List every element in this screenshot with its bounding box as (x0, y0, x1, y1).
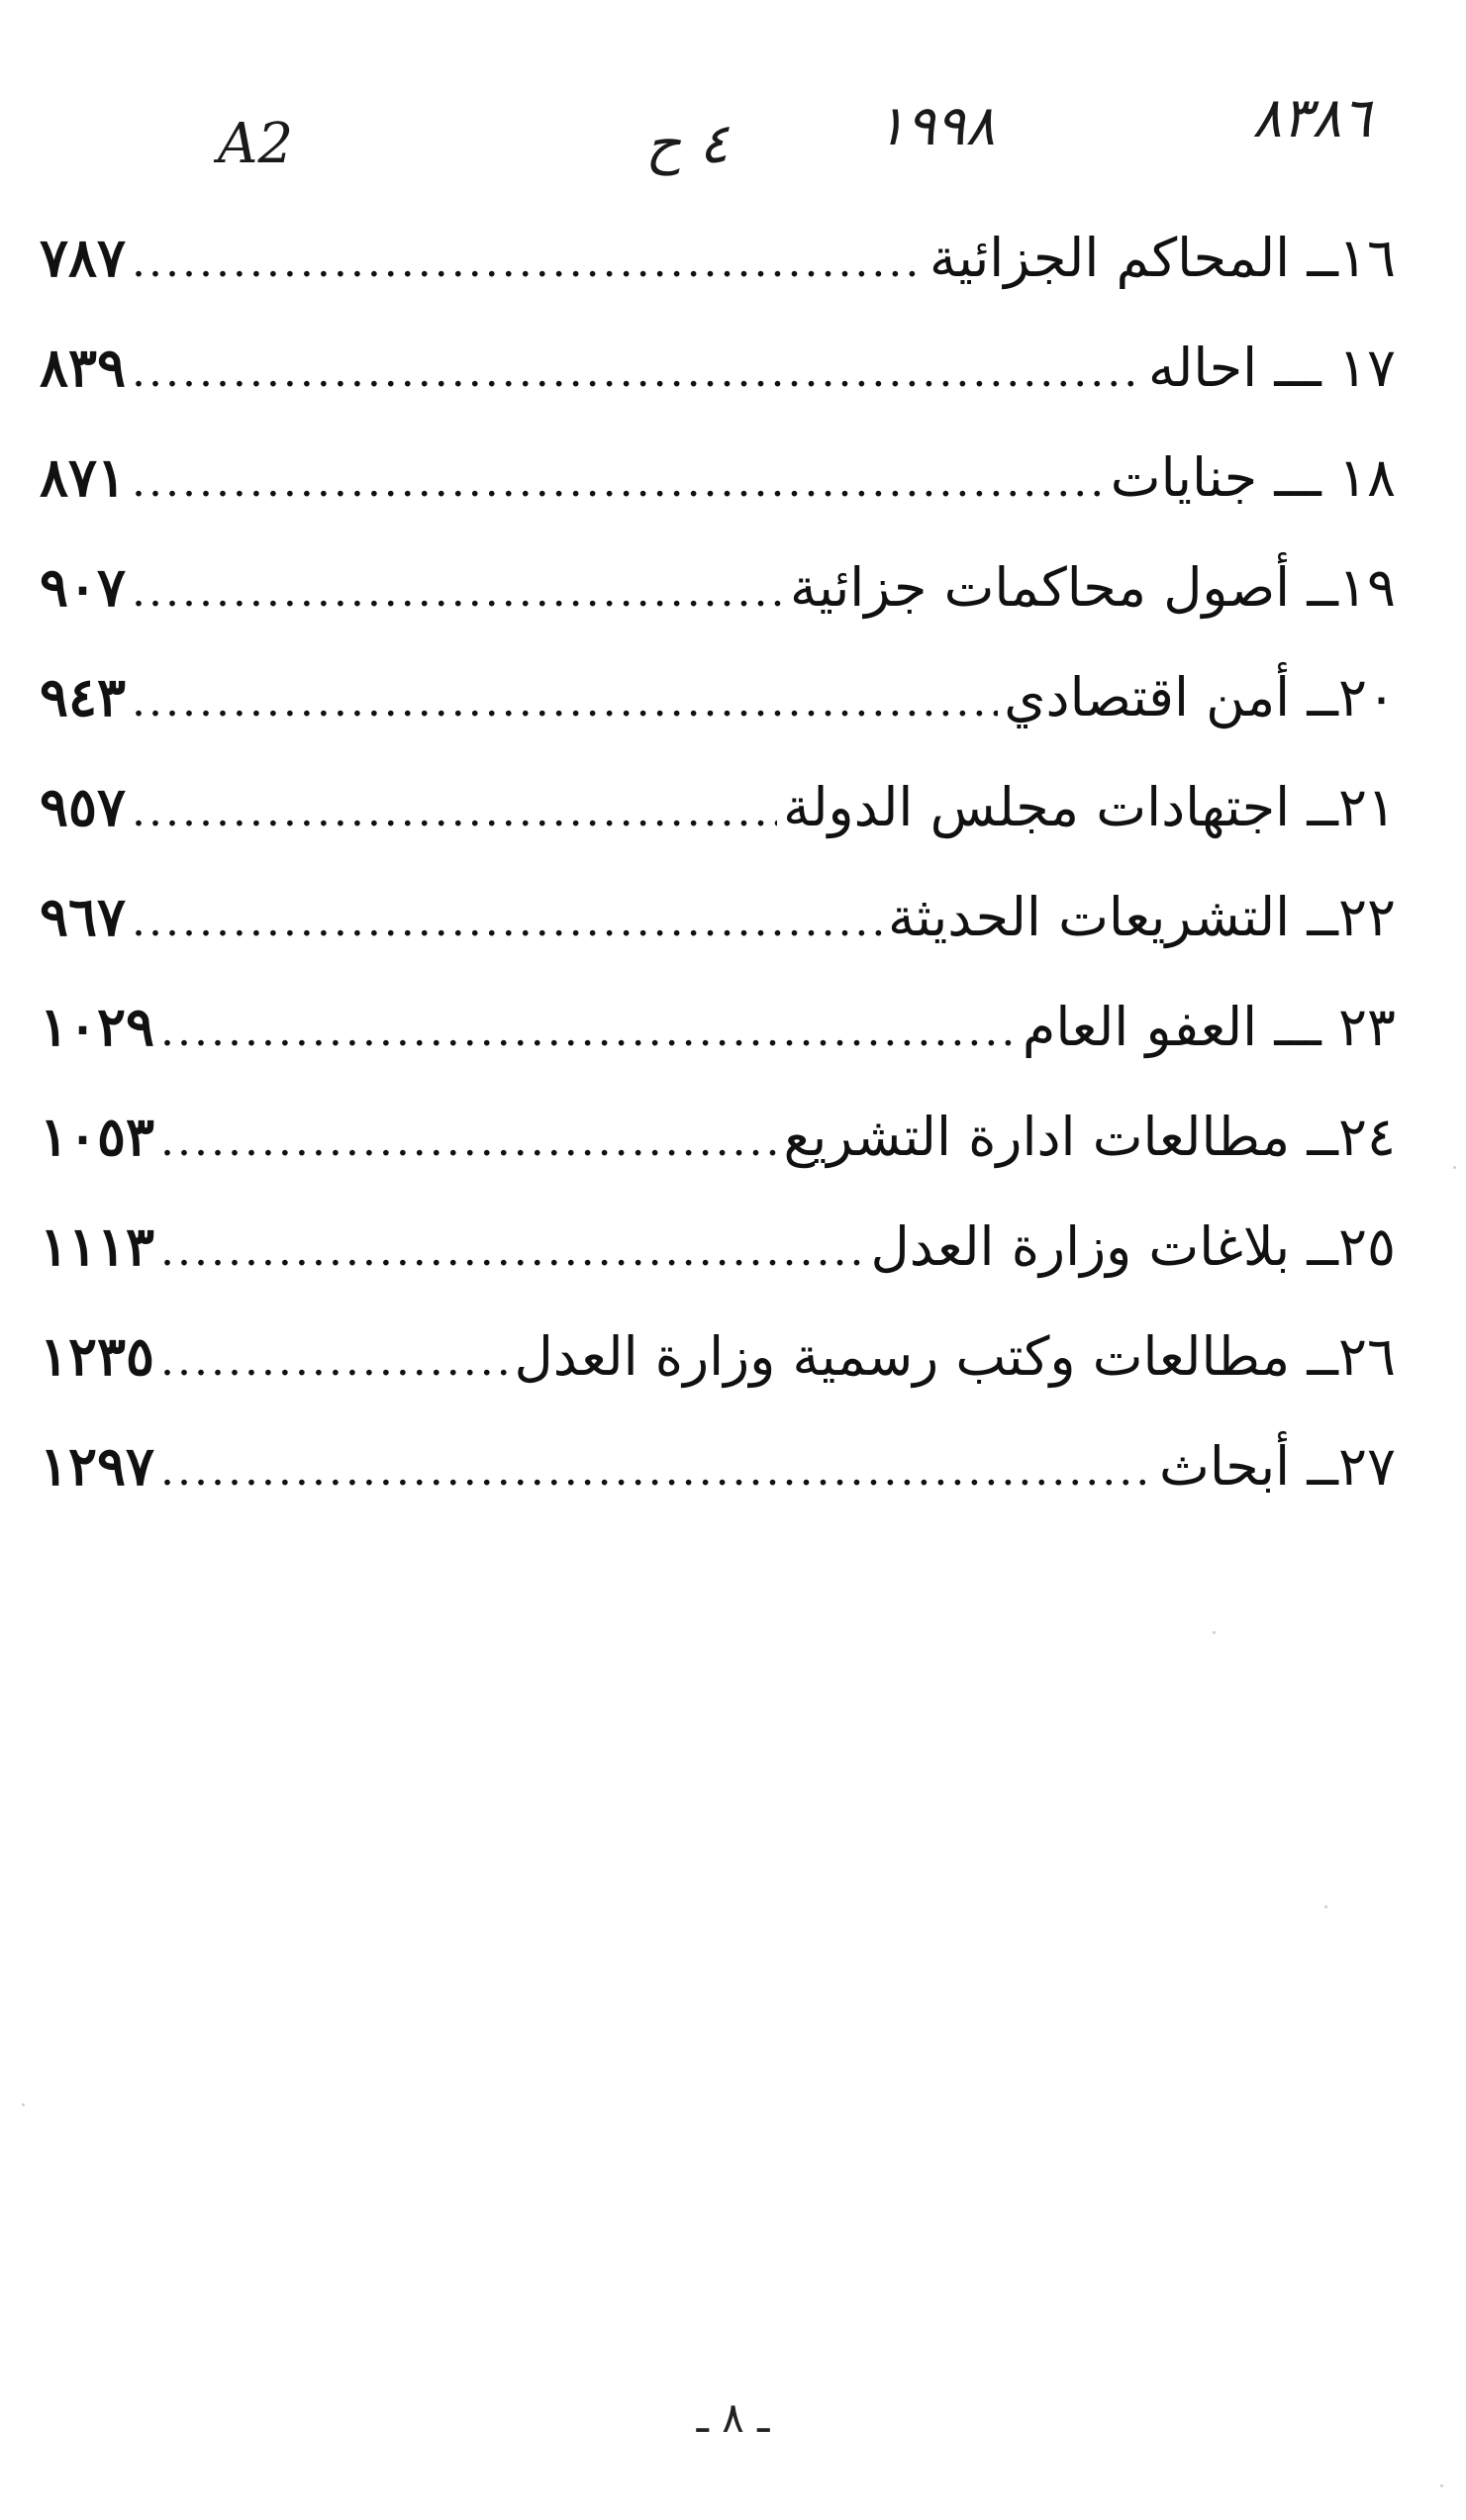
toc-entry-title: ٢٠ــ أمن اقتصادي (1004, 666, 1396, 728)
toc-entry-title: ٢٤ــ مطالعات ادارة التشريع (783, 1106, 1396, 1168)
dot-leader (160, 1415, 1153, 1521)
table-of-contents (40, 203, 1396, 1521)
toc-entry (40, 203, 1396, 313)
handwritten-annotation: ٤ ح (645, 112, 730, 176)
toc-entry-page: ١١١٣ (40, 1214, 155, 1278)
toc-entry-page: ٧٨٧ (40, 226, 127, 289)
dot-leader (160, 1086, 777, 1192)
page-number: ـ ٨ ـ (696, 2393, 770, 2442)
toc-entry-page: ٨٣٩ (40, 336, 127, 399)
dot-leader (132, 756, 777, 862)
toc-entry (40, 752, 1396, 862)
toc-entry (40, 313, 1396, 423)
dot-leader (132, 536, 784, 642)
dot-leader (132, 866, 882, 972)
toc-entry (40, 1411, 1396, 1521)
toc-entry-title: ٢٥ــ بلاغات وزارة العدل (870, 1215, 1396, 1278)
scan-speck (1440, 2484, 1443, 2487)
toc-entry-title: ١٦ــ المحاكم الجزائية (928, 227, 1396, 289)
toc-entry-title: ٢٢ــ التشريعات الحديثة (887, 886, 1396, 948)
scan-speck (1453, 1166, 1456, 1169)
scan-speck (22, 2103, 25, 2106)
toc-entry-title: ١٧ ـــ احاله (1147, 337, 1396, 399)
toc-entry-page: ٩٥٧ (40, 775, 127, 838)
dot-leader (160, 1196, 864, 1302)
toc-entry-page: ٩٠٧ (40, 555, 127, 619)
toc-entry-title: ٢١ــ اجتهادات مجلس الدولة (783, 776, 1396, 838)
dot-leader (132, 646, 998, 752)
handwritten-annotation: A2 (218, 112, 294, 176)
toc-entry (40, 1302, 1396, 1411)
scan-speck (1324, 1905, 1327, 1908)
toc-entry (40, 972, 1396, 1082)
toc-entry-title: ٢٣ ـــ العفو العام (1022, 996, 1396, 1058)
dot-leader (160, 976, 1017, 1082)
toc-entry-title: ١٨ ـــ جنايات (1110, 446, 1396, 509)
scan-speck (1213, 1631, 1216, 1634)
toc-entry-title: ١٩ــ أصول محاكمات جزائية (789, 556, 1396, 619)
toc-entry-page: ٩٦٧ (40, 885, 127, 948)
handwritten-annotation: ١٩٩٨ (876, 94, 996, 158)
toc-entry-page: ٨٧١ (40, 445, 127, 509)
handwritten-annotation: ٨٣٨٦ (1252, 86, 1372, 150)
toc-entry (40, 1192, 1396, 1302)
toc-entry-page: ١٢٩٧ (40, 1434, 155, 1498)
toc-entry (40, 533, 1396, 642)
dot-leader (132, 427, 1105, 533)
toc-entry (40, 642, 1396, 752)
toc-entry-title: ٢٦ــ مطالعات وكتب رسمية وزارة العدل (514, 1325, 1396, 1388)
toc-entry (40, 423, 1396, 533)
dot-leader (132, 207, 924, 313)
dot-leader (132, 317, 1142, 423)
toc-entry-page: ٩٤٣ (40, 665, 127, 728)
toc-entry-title: ٢٧ــ أبحاث (1159, 1435, 1396, 1498)
toc-entry (40, 862, 1396, 972)
toc-entry-page: ١٠٢٩ (40, 995, 155, 1058)
dot-leader (160, 1306, 509, 1411)
toc-entry (40, 1082, 1396, 1192)
toc-entry-page: ١٠٥٣ (40, 1105, 155, 1168)
toc-entry-page: ١٢٣٥ (40, 1324, 155, 1388)
